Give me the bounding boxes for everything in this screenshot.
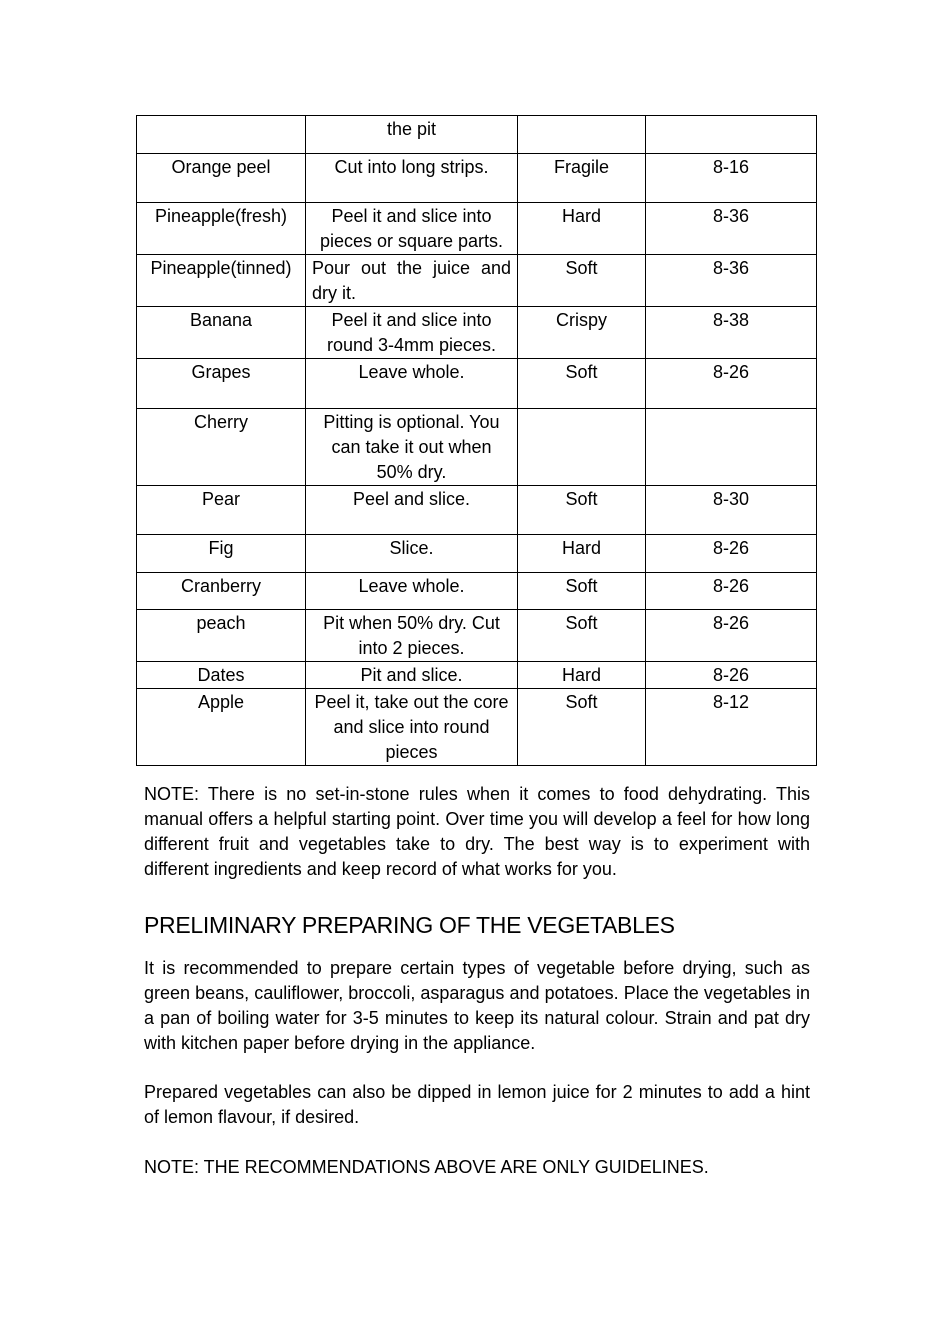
- texture-cell: Fragile: [518, 154, 646, 203]
- texture-cell: Crispy: [518, 307, 646, 359]
- vegetable-preparation-paragraph: It is recommended to prepare certain types of vegetable before drying, such as green beans, cauliflower, broccoli, asparagus and potatoes. Place the vegetables in a pan of boiling water for 3-5 minutes to keep its natural colour. Strain and pat dry with kitchen paper before drying in the appliance.: [144, 958, 810, 1053]
- hours-cell: 8-26: [646, 610, 817, 662]
- texture-cell: [518, 409, 646, 486]
- section-heading: PRELIMINARY PREPARING OF THE VEGETABLES: [144, 912, 675, 938]
- table-row: [137, 307, 817, 359]
- texture-cell: Soft: [518, 610, 646, 662]
- hours-cell: 8-38: [646, 307, 817, 359]
- table-row: [137, 486, 817, 535]
- hours-cell: 8-30: [646, 486, 817, 535]
- hours-cell: 8-26: [646, 359, 817, 409]
- fruit-cell: [137, 116, 306, 154]
- preparation-cell: Peel it and slice into round 3-4mm pieces.: [306, 307, 518, 359]
- table-row: [137, 255, 817, 307]
- general-note: NOTE: There is no set-in-stone rules when it comes to food dehydrating. This manual offers a helpful starting point. Over time you will develop a feel for how long different fruit and vegetables take to dry. The best way is to experiment with different ingredients and keep record of what works for you.: [144, 784, 810, 879]
- preparation-cell: Slice.: [306, 535, 518, 573]
- guidelines-note: NOTE: THE RECOMMENDATIONS ABOVE ARE ONLY GUIDELINES.: [144, 1157, 709, 1177]
- hours-cell: 8-26: [646, 573, 817, 610]
- fruit-cell: Apple: [137, 689, 306, 766]
- fruit-cell: Cranberry: [137, 573, 306, 610]
- table-row: [137, 116, 817, 154]
- fruit-cell: Pineapple(tinned): [137, 255, 306, 307]
- fruit-cell: Pineapple(fresh): [137, 203, 306, 255]
- preparation-cell: Cut into long strips.: [306, 154, 518, 203]
- lemon-juice-paragraph: Prepared vegetables can also be dipped in lemon juice for 2 minutes to add a hint of lemon flavour, if desired.: [144, 1082, 810, 1127]
- table-row: [137, 535, 817, 573]
- preparation-cell: Pit when 50% dry. Cut into 2 pieces.: [306, 610, 518, 662]
- fruit-cell: Banana: [137, 307, 306, 359]
- table-row: [137, 662, 817, 689]
- preparation-cell: Pitting is optional. You can take it out when 50% dry.: [306, 409, 518, 486]
- hours-cell: 8-26: [646, 662, 817, 689]
- table-row: [137, 573, 817, 610]
- preparation-cell: Peel it and slice into pieces or square parts.: [306, 203, 518, 255]
- texture-cell: Hard: [518, 662, 646, 689]
- table-row: [137, 154, 817, 203]
- texture-cell: Soft: [518, 359, 646, 409]
- fruit-cell: Grapes: [137, 359, 306, 409]
- fruit-cell: peach: [137, 610, 306, 662]
- preparation-cell: Leave whole.: [306, 359, 518, 409]
- fruit-cell: Dates: [137, 662, 306, 689]
- texture-cell: Soft: [518, 486, 646, 535]
- preparation-cell: the pit: [306, 116, 518, 154]
- preparation-cell: Leave whole.: [306, 573, 518, 610]
- texture-cell: Soft: [518, 255, 646, 307]
- hours-cell: [646, 409, 817, 486]
- hours-cell: 8-36: [646, 203, 817, 255]
- texture-cell: Soft: [518, 573, 646, 610]
- texture-cell: [518, 116, 646, 154]
- texture-cell: Soft: [518, 689, 646, 766]
- table-row: [137, 409, 817, 486]
- fruit-cell: Fig: [137, 535, 306, 573]
- fruit-cell: Pear: [137, 486, 306, 535]
- table-row: [137, 359, 817, 409]
- preparation-cell: Pour out the juice and dry it.: [306, 255, 518, 307]
- preparation-cell: Peel and slice.: [306, 486, 518, 535]
- fruit-cell: Cherry: [137, 409, 306, 486]
- hours-cell: 8-26: [646, 535, 817, 573]
- table-row: [137, 203, 817, 255]
- table-row: [137, 689, 817, 766]
- table-row: [137, 610, 817, 662]
- fruit-drying-table: [136, 115, 817, 766]
- hours-cell: 8-36: [646, 255, 817, 307]
- texture-cell: Hard: [518, 203, 646, 255]
- hours-cell: [646, 116, 817, 154]
- texture-cell: Hard: [518, 535, 646, 573]
- hours-cell: 8-16: [646, 154, 817, 203]
- preparation-cell: Peel it, take out the core and slice into round pieces: [306, 689, 518, 766]
- fruit-cell: Orange peel: [137, 154, 306, 203]
- hours-cell: 8-12: [646, 689, 817, 766]
- preparation-cell: Pit and slice.: [306, 662, 518, 689]
